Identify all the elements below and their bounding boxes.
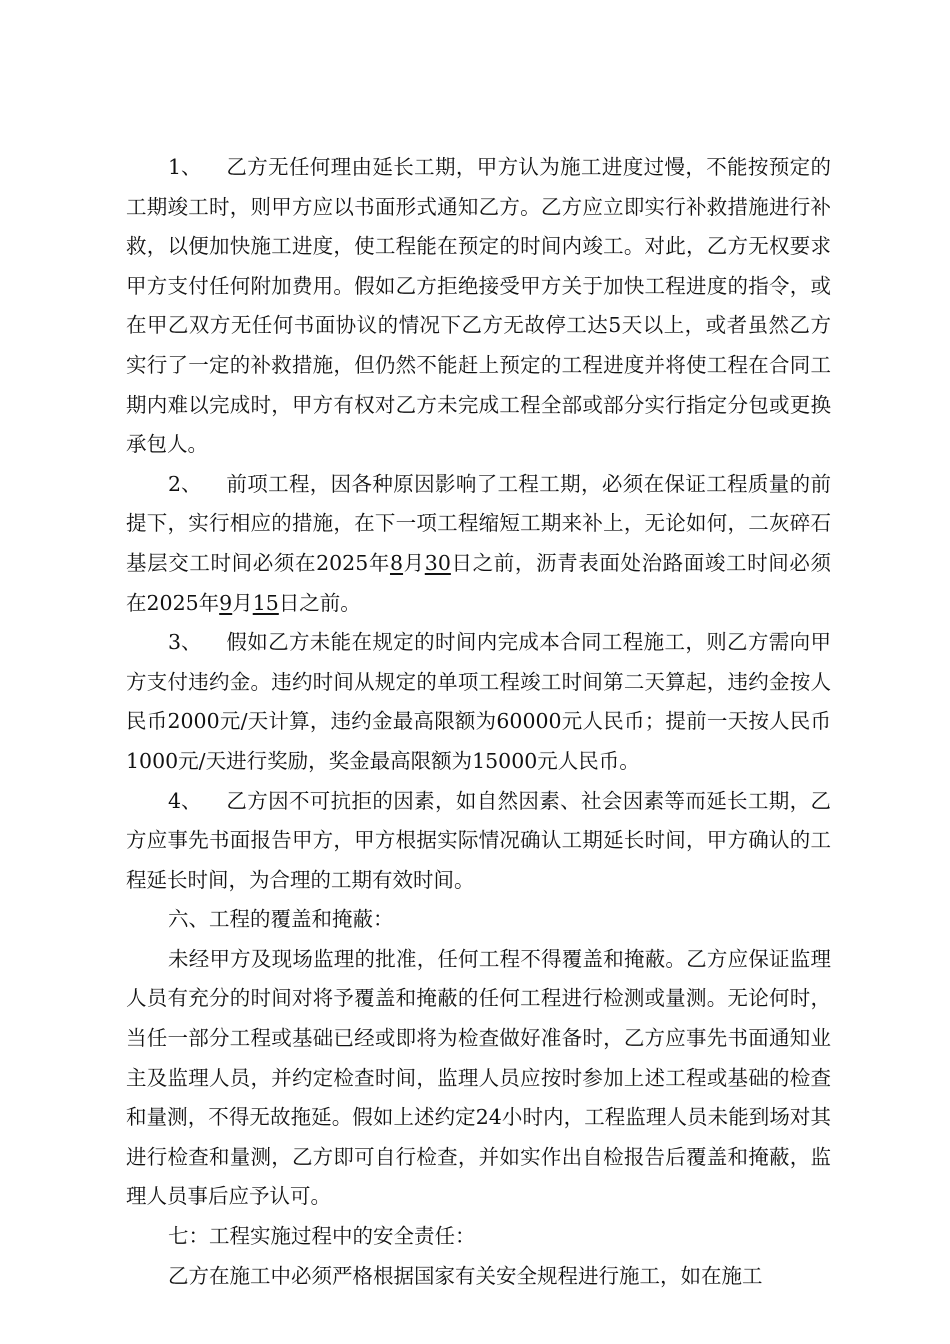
clause-number: 4、 [168,788,202,813]
clause-4 [126,782,831,901]
clause-number: 2、 [168,471,202,496]
clause-2 [126,465,831,623]
section-6-heading: 六、工程的覆盖和掩蔽： [168,907,394,932]
section-6-text: 未经甲方及现场监理的批准，任何工程不得覆盖和掩蔽。乙方应保证监理人员有充分的时间对将予覆盖和掩蔽的任何工程进行检测或量测。无论何时，当任一部分工程或基础已经或即将为检查做好准备时，乙方应事先书面通知业主及监理人员，并约定检查时间，监理人员应按时参加上述工程或基础的检查和量测，不得无故拖延。假如上述约定24小时内，工程监理人员未能到场对其进行检查和量测，乙方即可自行检查，并如实作出自检报告后覆盖和掩蔽，监理人员事后应予认可。 [126,946,831,1209]
section-7-text: 乙方在施工中必须严格根据国家有关安全规程进行施工，如在施工 [168,1263,763,1288]
day-field: 15 [252,590,279,615]
day-field: 30 [424,550,451,575]
clause-3 [126,623,831,781]
clause-1 [126,148,831,465]
clause-number: 1、 [168,155,202,179]
clause-number: 3、 [168,630,202,655]
clause-text: 月 [403,550,425,575]
section-7-heading: 七：工程实施过程中的安全责任： [168,1224,476,1249]
clause-text: 乙方无任何理由延长工期，甲方认为施工进度过慢，不能按预定的工期竣工时，则甲方应以书面形式通知乙方。乙方应立即实行补救措施进行补救，以便加快施工进度，使工程能在预定的时间内竣工。对此，乙方无权要求甲方支付任何附加费用。假如乙方拒绝接受甲方关于加快工程进度的指令，或在甲乙双方无任何书面协议的情况下乙方无故停工达5天以上，或者虽然乙方实行了一定的补救措施，但仍然不能赶上预定的工程进度并将使工程在合同工期内难以完成时，甲方有权对乙方未完成工程全部或部分实行指定分包或更换承包人。 [126,155,831,457]
clause-text: 日之前。 [278,590,361,615]
document-body [126,148,831,1296]
clause-text: 前项工程，因各种原因影响了工程工期，必须在保证工程质量的前提下，实行相应的措施，在下一项工程缩短工期来补上，无论如何，二灰碎石基层交工时间必须在2025年 [126,471,831,575]
month-field: 9 [219,590,233,615]
clause-text: 日之前，沥青表面处治路面竣工时间必须在2025年 [126,550,832,615]
clause-text: 乙方因不可抗拒的因素，如自然因素、社会因素等而延长工期，乙方应事先书面报告甲方，甲方根据实际情况确认工期延长时间，甲方确认的工程延长时间，为合理的工期有效时间。 [126,788,831,892]
month-field: 8 [389,550,404,575]
clause-text: 假如乙方未能在规定的时间内完成本合同工程施工，则乙方需向甲方支付违约金。违约时间从规定的单项工程竣工时间第二天算起，违约金按人民币2000元/天计算，违约金最高限额为60000元人民币；提前一天按人民币1000元/天进行奖励，奖金最高限额为15000元人民币。 [126,630,831,773]
clause-text: 月 [232,590,253,615]
